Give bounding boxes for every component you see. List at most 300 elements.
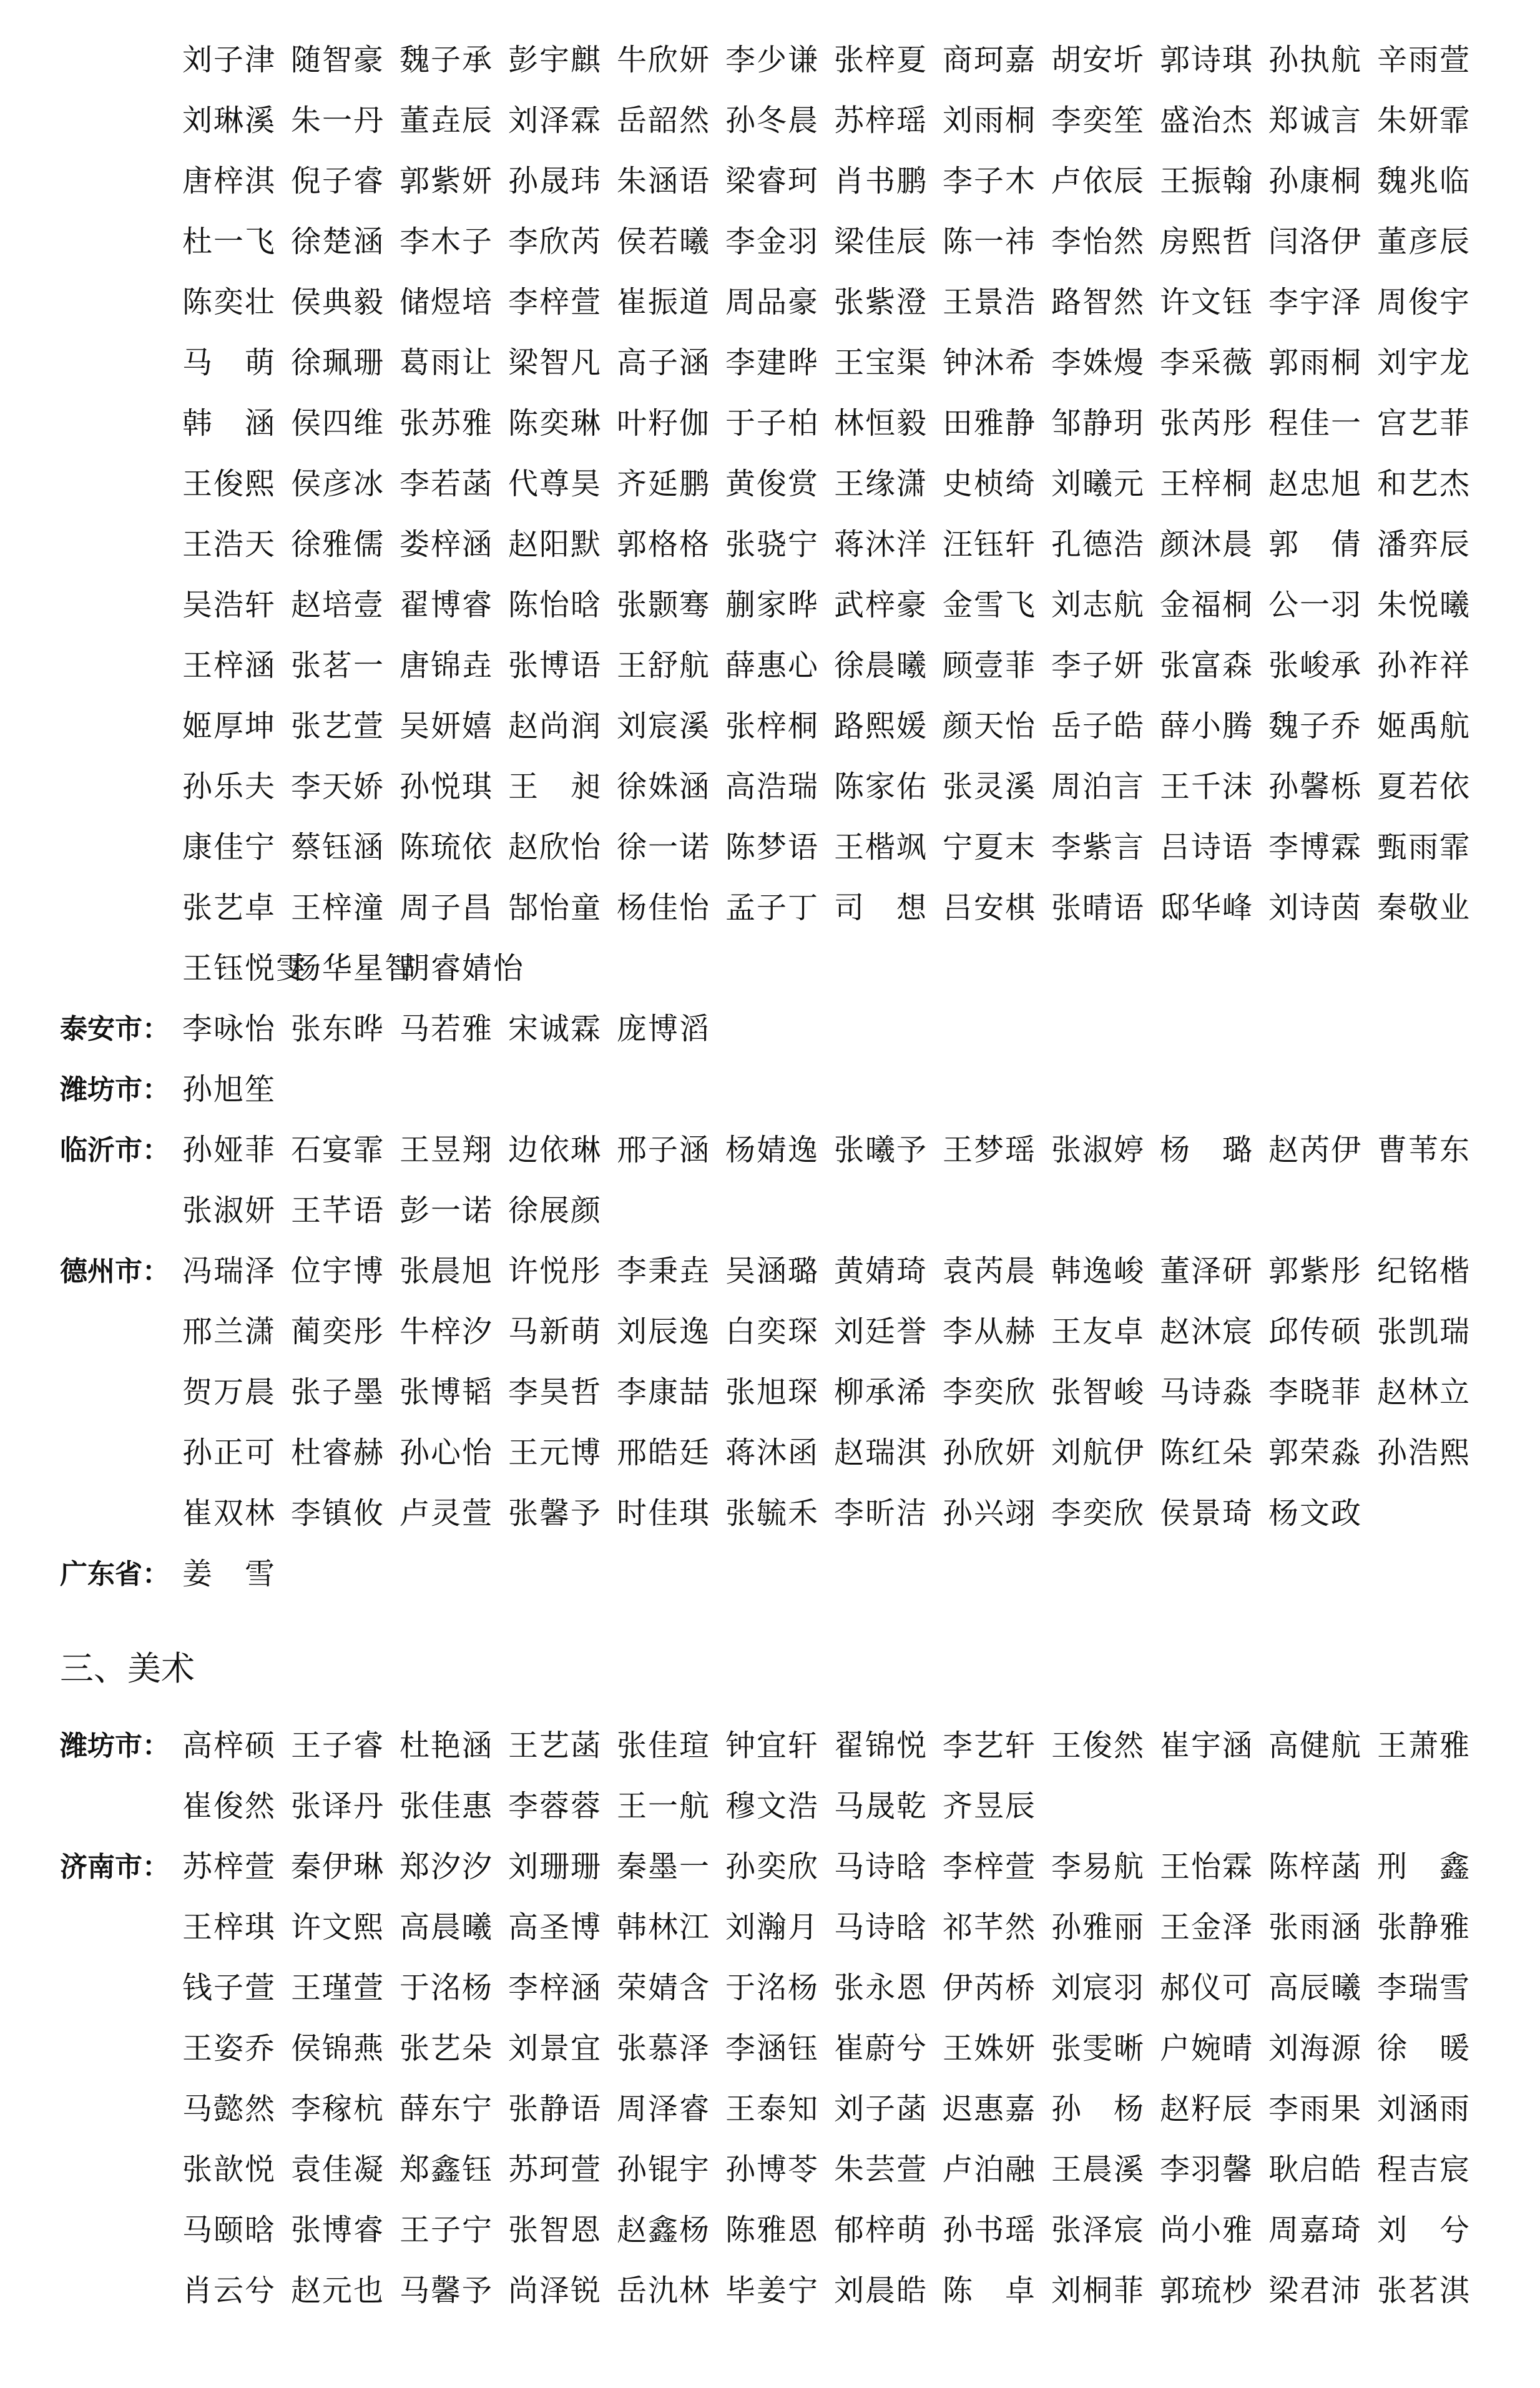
person-name: 姬厚坤 [182, 709, 277, 744]
person-name: 尚泽锐 [508, 2273, 602, 2308]
person-name: 李咏怡 [182, 1011, 277, 1046]
person-name: 李梓涵 [508, 1970, 602, 2005]
person-name: 高圣博 [508, 1910, 602, 1945]
person-name: 娄梓涵 [400, 527, 494, 562]
person-name: 肖书鹏 [834, 164, 928, 199]
person-name: 崔蔚兮 [834, 2031, 928, 2066]
name-row [0, 1483, 1540, 1544]
person-name: 周泊言 [1051, 769, 1145, 804]
name-row [0, 999, 1540, 1059]
person-name: 李蓉蓉 [508, 1789, 602, 1824]
person-name: 苏梓瑶 [834, 103, 928, 138]
person-name: 齐延鹏 [617, 466, 711, 501]
person-name: 薛惠心 [725, 648, 820, 683]
person-name: 李怡然 [1051, 224, 1145, 259]
person-name: 王梦瑶 [943, 1133, 1037, 1167]
person-name: 路熙媛 [834, 709, 928, 744]
person-name: 朱一丹 [291, 103, 385, 138]
person-name: 颜沐晨 [1160, 527, 1254, 562]
person-name: 赵林立 [1377, 1375, 1471, 1410]
person-name: 李镇攸 [291, 1496, 385, 1531]
person-name: 孙冬晨 [725, 103, 820, 138]
person-name: 刘海源 [1268, 2031, 1363, 2066]
person-name: 刘泽霖 [508, 103, 602, 138]
person-name: 王景浩 [943, 285, 1037, 320]
person-name: 房熙哲 [1160, 224, 1254, 259]
person-name: 张淑妍 [182, 1193, 277, 1228]
person-name: 徐一诺 [617, 830, 711, 865]
person-name: 邸华峰 [1160, 890, 1254, 925]
region-label: 临沂市： [60, 1134, 170, 1166]
person-name: 郭紫妍 [400, 164, 494, 199]
person-name: 李从赫 [943, 1314, 1037, 1349]
person-name: 岳韶然 [617, 103, 711, 138]
person-name: 袁芮晨 [943, 1254, 1037, 1289]
person-name: 肖云兮 [182, 2273, 277, 2308]
person-name: 钱子萱 [182, 1970, 277, 2005]
name-row [0, 1716, 1540, 1776]
person-name: 颜天怡 [943, 709, 1037, 744]
person-name: 侯典毅 [291, 285, 385, 320]
person-name: 卢依辰 [1051, 164, 1145, 199]
person-name: 张佳惠 [400, 1789, 494, 1824]
person-name: 袁佳凝 [291, 2152, 385, 2187]
name-row [0, 1544, 1540, 1604]
person-name: 郑诚言 [1268, 103, 1363, 138]
person-name: 岳子皓 [1051, 709, 1145, 744]
person-name: 杨华星智 [291, 951, 416, 986]
name-row [0, 1837, 1540, 1897]
person-name: 户婉晴 [1160, 2031, 1254, 2066]
person-name: 陈梦语 [725, 830, 820, 865]
person-name: 司 想 [834, 890, 928, 925]
person-name: 刘曦元 [1051, 466, 1145, 501]
person-name: 王晨溪 [1051, 2152, 1145, 2187]
person-name: 刘瀚月 [725, 1910, 820, 1945]
person-name: 孙心怡 [400, 1435, 494, 1470]
person-name: 赵元也 [291, 2273, 385, 2308]
person-name: 张东晔 [291, 1011, 385, 1046]
person-name: 朱悦曦 [1377, 587, 1471, 622]
person-name: 李天娇 [291, 769, 385, 804]
person-name: 许悦彤 [508, 1254, 602, 1289]
name-row [0, 2261, 1540, 2321]
person-name: 张凯瑞 [1377, 1314, 1471, 1349]
person-name: 孙 杨 [1051, 2091, 1145, 2126]
person-name: 李昊哲 [508, 1375, 602, 1410]
name-row [0, 696, 1540, 757]
person-name: 张雯晰 [1051, 2031, 1145, 2066]
person-name: 王姝妍 [943, 2031, 1037, 2066]
person-name: 翟博睿 [400, 587, 494, 622]
person-name: 蔺奕彤 [291, 1314, 385, 1349]
person-name: 徐姝涵 [617, 769, 711, 804]
person-name: 王泰知 [725, 2091, 820, 2126]
person-name: 纪铭楷 [1377, 1254, 1471, 1289]
person-name: 宫艺菲 [1377, 406, 1471, 441]
name-row [0, 878, 1540, 938]
person-name: 王怡霖 [1160, 1849, 1254, 1884]
person-name: 郭紫彤 [1268, 1254, 1363, 1289]
name-row [0, 151, 1540, 212]
person-name: 张慕泽 [617, 2031, 711, 2066]
name-row [0, 636, 1540, 696]
person-name: 张颢骞 [617, 587, 711, 622]
person-name: 李欣芮 [508, 224, 602, 259]
person-name: 刑 鑫 [1377, 1849, 1471, 1884]
person-name: 孙执航 [1268, 42, 1363, 77]
person-name: 张智峻 [1051, 1375, 1145, 1410]
person-name: 李紫言 [1051, 830, 1145, 865]
person-name: 李金羽 [725, 224, 820, 259]
person-name: 耿启皓 [1268, 2152, 1363, 2187]
person-name: 胡安圻 [1051, 42, 1145, 77]
person-name: 赵尚润 [508, 709, 602, 744]
person-name: 马颐晗 [182, 2213, 277, 2248]
person-name: 董泽研 [1160, 1254, 1254, 1289]
person-name: 张静语 [508, 2091, 602, 2126]
region-label: 潍坊市： [60, 1074, 170, 1106]
person-name: 陈梓菡 [1268, 1849, 1363, 1884]
name-row [0, 1059, 1540, 1120]
person-name: 郭 倩 [1268, 527, 1363, 562]
person-name: 李昕洁 [834, 1496, 928, 1531]
person-name: 孙书瑶 [943, 2213, 1037, 2248]
name-row [0, 393, 1540, 454]
person-name: 陈奕壮 [182, 285, 277, 320]
person-name: 武梓豪 [834, 587, 928, 622]
person-name: 倪子睿 [291, 164, 385, 199]
person-name: 姬禹航 [1377, 709, 1471, 744]
person-name: 魏子承 [400, 42, 494, 77]
person-name: 张毓禾 [725, 1496, 820, 1531]
person-name: 周泽睿 [617, 2091, 711, 2126]
region-label: 广东省： [60, 1558, 170, 1590]
section-heading-art: 三、美术 [60, 1649, 195, 1688]
name-row [0, 212, 1540, 272]
person-name: 商珂嘉 [943, 42, 1037, 77]
person-name: 尚小雅 [1160, 2213, 1254, 2248]
person-name: 张博语 [508, 648, 602, 683]
person-name: 陈 卓 [943, 2273, 1037, 2308]
person-name: 李采薇 [1160, 345, 1254, 380]
person-name: 程吉宸 [1377, 2152, 1471, 2187]
person-name: 薛东宁 [400, 2091, 494, 2126]
name-row [0, 2018, 1540, 2079]
person-name: 王俊熙 [182, 466, 277, 501]
person-name: 郝仪可 [1160, 1970, 1254, 2005]
person-name: 代尊昊 [508, 466, 602, 501]
person-name: 孙兴翊 [943, 1496, 1037, 1531]
person-name: 张茗淇 [1377, 2273, 1471, 2308]
person-name: 黄俊赏 [725, 466, 820, 501]
person-name: 王金泽 [1160, 1910, 1254, 1945]
person-name: 柳承浠 [834, 1375, 928, 1410]
person-name: 许文熙 [291, 1910, 385, 1945]
person-name: 张艺朵 [400, 2031, 494, 2066]
person-name: 王宝渠 [834, 345, 928, 380]
person-name: 刘航伊 [1051, 1435, 1145, 1470]
person-name: 孙娅菲 [182, 1133, 277, 1167]
name-row [0, 817, 1540, 878]
person-name: 秦敬业 [1377, 890, 1471, 925]
person-name: 王友卓 [1051, 1314, 1145, 1349]
person-name: 朱涵语 [617, 164, 711, 199]
person-name: 李雨果 [1268, 2091, 1363, 2126]
person-name: 赵籽辰 [1160, 2091, 1254, 2126]
person-name: 王萧雅 [1377, 1728, 1471, 1763]
person-name: 张馨予 [508, 1496, 602, 1531]
person-name: 赵鑫杨 [617, 2213, 711, 2248]
name-row [0, 938, 1540, 999]
person-name: 王梓桐 [1160, 466, 1254, 501]
person-name: 周品豪 [725, 285, 820, 320]
person-name: 赵沐宸 [1160, 1314, 1254, 1349]
person-name: 李晓菲 [1268, 1375, 1363, 1410]
person-name: 卢泊融 [943, 2152, 1037, 2187]
person-name: 侯彦冰 [291, 466, 385, 501]
person-name: 李梓萱 [508, 285, 602, 320]
person-name: 李宇泽 [1268, 285, 1363, 320]
person-name: 李易航 [1051, 1849, 1145, 1884]
person-name: 赵芮伊 [1268, 1133, 1363, 1167]
person-name: 路智然 [1051, 285, 1145, 320]
person-name: 周子昌 [400, 890, 494, 925]
person-name: 孙正可 [182, 1435, 277, 1470]
person-name: 公一羽 [1268, 587, 1363, 622]
region-label: 泰安市： [60, 1013, 170, 1045]
person-name: 石宴霏 [291, 1133, 385, 1167]
person-name: 张子墨 [291, 1375, 385, 1410]
person-name: 张雨涵 [1268, 1910, 1363, 1945]
person-name: 张永恩 [834, 1970, 928, 2005]
person-name: 李木子 [400, 224, 494, 259]
person-name: 李奕欣 [1051, 1496, 1145, 1531]
person-name: 高子涵 [617, 345, 711, 380]
person-name: 李少谦 [725, 42, 820, 77]
person-name: 吕诗语 [1160, 830, 1254, 865]
person-name: 马 萌 [182, 345, 277, 380]
person-name: 郑鑫钰 [400, 2152, 494, 2187]
person-name: 王振翰 [1160, 164, 1254, 199]
person-name: 李稼杭 [291, 2091, 385, 2126]
person-name: 刘子津 [182, 42, 277, 77]
person-name: 周嘉琦 [1268, 2213, 1363, 2248]
person-name: 宋诚霖 [508, 1011, 602, 1046]
person-name: 郭诗琪 [1160, 42, 1254, 77]
person-name: 张佳瑄 [617, 1728, 711, 1763]
person-name: 邢兰潇 [182, 1314, 277, 1349]
person-name: 蒋沐函 [725, 1435, 820, 1470]
person-name: 毕姜宁 [725, 2273, 820, 2308]
person-name: 王梓琪 [182, 1910, 277, 1945]
person-name: 邢皓廷 [617, 1435, 711, 1470]
person-name: 牛梓汐 [400, 1314, 494, 1349]
person-name: 张灵溪 [943, 769, 1037, 804]
person-name: 黄婧琦 [834, 1254, 928, 1289]
person-name: 董垚辰 [400, 103, 494, 138]
person-name: 王艺菡 [508, 1728, 602, 1763]
person-name: 马新萌 [508, 1314, 602, 1349]
person-name: 魏兆临 [1377, 164, 1471, 199]
person-name: 荣婧含 [617, 1970, 711, 2005]
person-name: 刘志航 [1051, 587, 1145, 622]
person-name: 李博霖 [1268, 830, 1363, 865]
person-name: 刘辰逸 [617, 1314, 711, 1349]
name-row [0, 30, 1540, 91]
person-name: 朱芸萱 [834, 2152, 928, 2187]
person-name: 孟子丁 [725, 890, 820, 925]
person-name: 徐晨曦 [834, 648, 928, 683]
person-name: 张泽宸 [1051, 2213, 1145, 2248]
person-name: 边依琳 [508, 1133, 602, 1167]
person-name: 金雪飞 [943, 587, 1037, 622]
person-name: 韩林江 [617, 1910, 711, 1945]
person-name: 孙乐夫 [182, 769, 277, 804]
person-name: 赵瑞淇 [834, 1435, 928, 1470]
person-name: 盛治杰 [1160, 103, 1254, 138]
person-name: 吴浩轩 [182, 587, 277, 622]
person-name: 陈一祎 [943, 224, 1037, 259]
person-name: 汪钰轩 [943, 527, 1037, 562]
person-name: 唐锦垚 [400, 648, 494, 683]
person-name: 王昱翔 [400, 1133, 494, 1167]
person-name: 孙晟玮 [508, 164, 602, 199]
person-name: 徐展颜 [508, 1193, 602, 1228]
person-name: 杜艳涵 [400, 1728, 494, 1763]
person-name: 陈怡晗 [508, 587, 602, 622]
person-name: 李子木 [943, 164, 1037, 199]
person-name: 郭雨桐 [1268, 345, 1363, 380]
person-name: 钟宜轩 [725, 1728, 820, 1763]
person-name: 邹静玥 [1051, 406, 1145, 441]
person-name: 张译丹 [291, 1789, 385, 1824]
person-name: 彭宇麒 [508, 42, 602, 77]
person-name: 牛欣妍 [617, 42, 711, 77]
person-name: 张歆悦 [182, 2152, 277, 2187]
person-name: 穆文浩 [725, 1789, 820, 1824]
name-row [0, 91, 1540, 151]
person-name: 岳氿林 [617, 2273, 711, 2308]
person-name: 王梓潼 [291, 890, 385, 925]
person-name: 唐梓淇 [182, 164, 277, 199]
person-name: 张梓桐 [725, 709, 820, 744]
person-name: 侯锦燕 [291, 2031, 385, 2066]
person-name: 马懿然 [182, 2091, 277, 2126]
person-name: 叶籽伽 [617, 406, 711, 441]
person-name: 崔俊然 [182, 1789, 277, 1824]
person-name: 蒋沐洋 [834, 527, 928, 562]
person-name: 李建晔 [725, 345, 820, 380]
person-name: 金福桐 [1160, 587, 1254, 622]
person-name: 高浩瑞 [725, 769, 820, 804]
person-name: 苏梓萱 [182, 1849, 277, 1884]
person-name: 刘景宜 [508, 2031, 602, 2066]
person-name: 曹苇东 [1377, 1133, 1471, 1167]
person-name: 郜怡童 [508, 890, 602, 925]
person-name: 彭一诺 [400, 1193, 494, 1228]
person-name: 赵欣怡 [508, 830, 602, 865]
person-name: 周俊宇 [1377, 285, 1471, 320]
person-name: 陈家佑 [834, 769, 928, 804]
person-name: 王一航 [617, 1789, 711, 1824]
person-name: 高健航 [1268, 1728, 1363, 1763]
person-name: 刘廷誉 [834, 1314, 928, 1349]
name-row [0, 575, 1540, 636]
person-name: 秦伊琳 [291, 1849, 385, 1884]
person-name: 王姿乔 [182, 2031, 277, 2066]
person-name: 张紫澄 [834, 285, 928, 320]
person-name: 王舒航 [617, 648, 711, 683]
name-row [0, 272, 1540, 333]
name-row [0, 2140, 1540, 2200]
person-name: 赵忠旭 [1268, 466, 1363, 501]
person-name: 蔡钰涵 [291, 830, 385, 865]
person-name: 胡睿婧怡 [400, 951, 525, 986]
person-name: 王缘潇 [834, 466, 928, 501]
person-name: 郁梓萌 [834, 2213, 928, 2248]
name-row [0, 514, 1540, 575]
person-name: 吴涵璐 [725, 1254, 820, 1289]
person-name: 崔振道 [617, 285, 711, 320]
person-name: 孙康桐 [1268, 164, 1363, 199]
person-name: 侯四维 [291, 406, 385, 441]
name-row [0, 2079, 1540, 2140]
person-name: 辛雨萱 [1377, 42, 1471, 77]
person-name: 卢灵萱 [400, 1496, 494, 1531]
person-name: 钟沐希 [943, 345, 1037, 380]
person-name: 梁佳辰 [834, 224, 928, 259]
name-row [0, 1241, 1540, 1302]
name-row [0, 454, 1540, 514]
person-name: 孙悦琪 [400, 769, 494, 804]
name-row [0, 1302, 1540, 1362]
person-name: 邢子涵 [617, 1133, 711, 1167]
person-name: 李奕笙 [1051, 103, 1145, 138]
person-name: 张骁宁 [725, 527, 820, 562]
name-row [0, 1181, 1540, 1241]
person-name: 孙旭笙 [182, 1072, 277, 1107]
person-name: 秦墨一 [617, 1849, 711, 1884]
person-name: 孔德浩 [1051, 527, 1145, 562]
person-name: 高辰曦 [1268, 1970, 1363, 2005]
person-name: 陈琉依 [400, 830, 494, 865]
person-name: 薛小腾 [1160, 709, 1254, 744]
person-name: 张博睿 [291, 2213, 385, 2248]
person-name: 杜一飞 [182, 224, 277, 259]
person-name: 王楷飒 [834, 830, 928, 865]
person-name: 李奕欣 [943, 1375, 1037, 1410]
person-name: 徐雅儒 [291, 527, 385, 562]
person-name: 杨佳怡 [617, 890, 711, 925]
person-name: 张梓夏 [834, 42, 928, 77]
person-name: 顾壹菲 [943, 648, 1037, 683]
person-name: 孙浩熙 [1377, 1435, 1471, 1470]
person-name: 马若雅 [400, 1011, 494, 1046]
person-name: 马晟乾 [834, 1789, 928, 1824]
person-name: 储煜培 [400, 285, 494, 320]
name-row [0, 1776, 1540, 1837]
person-name: 张艺卓 [182, 890, 277, 925]
person-name: 史桢绮 [943, 466, 1037, 501]
person-name: 潘弈辰 [1377, 527, 1471, 562]
person-name: 张智恩 [508, 2213, 602, 2248]
person-name: 李涵钰 [725, 2031, 820, 2066]
person-name: 刘桐菲 [1051, 2273, 1145, 2308]
person-name: 李羽馨 [1160, 2152, 1254, 2187]
person-name: 刘晨皓 [834, 2273, 928, 2308]
person-name: 董彦辰 [1377, 224, 1471, 259]
